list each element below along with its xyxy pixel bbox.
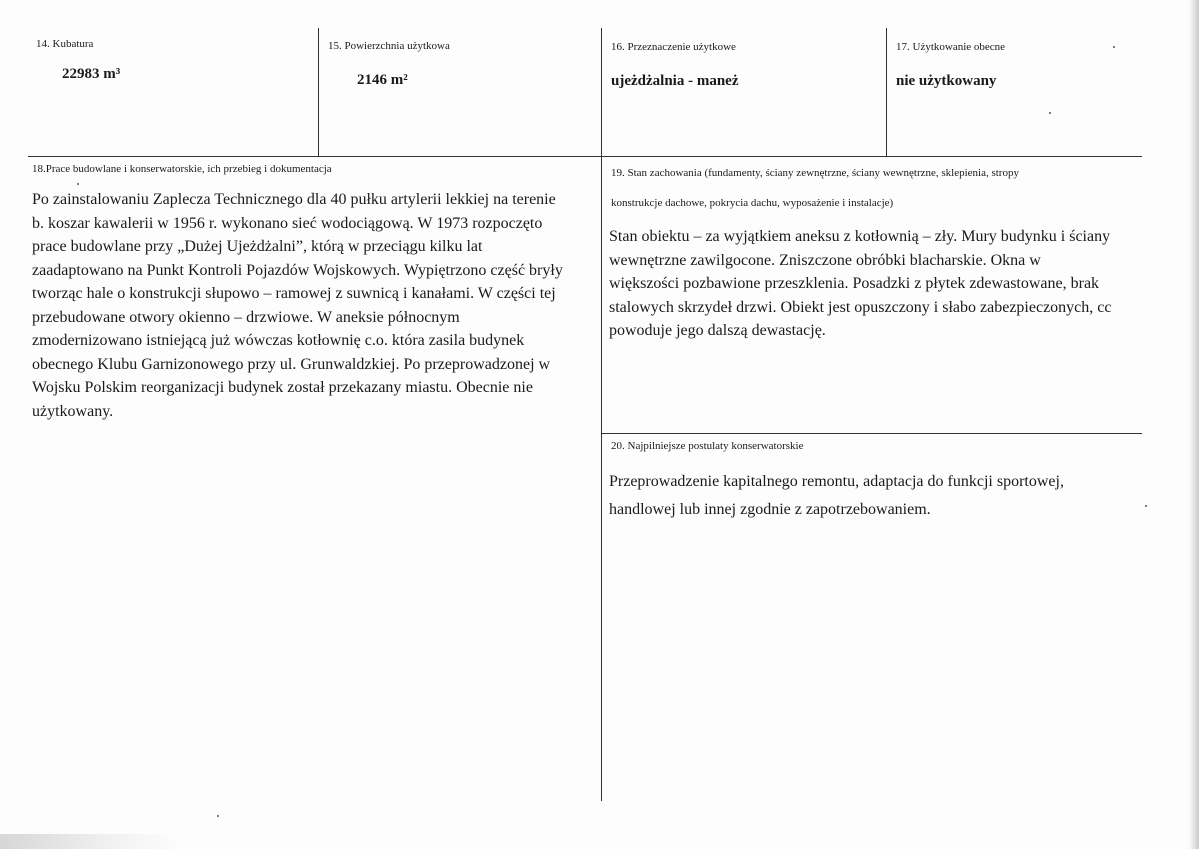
field-16-value: ujeżdżalnia - maneż [611,73,739,89]
scan-edge-shadow [1189,0,1199,849]
field-17-label: 17. Użytkowanie obecne [896,41,1006,53]
field-19-line: stalowych skrzydeł drzwi. Obiekt jest opuszczony i słabo zabezpieczonych, cc [609,298,1112,316]
field-18-line: przebudowane otwory okienno – drzwiowe. W aneksie północnym [32,308,460,326]
field-18-line: Wojsku Polskim reorganizacji budynek został przekazany miastu. Obecnie nie [32,379,533,396]
field-19-line: powoduje jego dalszą dewastację. [609,322,826,339]
divider-h-top-row [28,156,1142,157]
scan-speck [1145,505,1147,507]
field-18-line: Po zainstalowaniu Zaplecza Technicznego dla 40 pułku artylerii lekkiej na terenie [32,191,556,208]
field-18-line: zmodernizowano istniejącą już wówczas kotłownię c.o. która zasila budynek [32,332,525,349]
field-19-label-line-2: konstrukcje dachowe, pokrycia dachu, wyposażenie i instalacje) [611,197,894,209]
field-19-line: wewnętrzne zawilgocone. Zniszczone obróbki blacharskie. Okna w [609,251,1041,269]
field-19-text [609,225,1141,343]
divider-v-15-16 [601,28,602,801]
scan-corner-noise [0,834,180,849]
divider-v-14-15 [318,28,319,156]
field-20-label: 20. Najpilniejsze postulaty konserwatorskie [611,440,804,452]
field-18-line: prace budowlane przy „Dużej Ujeżdżalni”, którą w przeciągu kilku lat [32,238,483,255]
field-15-label: 15. Powierzchnia użytkowa [328,40,450,52]
field-19-line: większości pozbawione przeszklenia. Posadzki z płytek zdewastowane, brak [609,275,1100,292]
field-20-text [609,468,1064,524]
field-18-line: zaadaptowano na Punkt Kontroli Pojazdów Wojskowych. Wypiętrzono część bryły [32,261,563,279]
field-15-value: 2146 m² [357,72,408,88]
field-18-text [32,188,563,423]
divider-h-19-20 [601,433,1142,434]
field-18-line: b. koszar kawalerii w 1956 r. wykonano sieć wodociągową. W 1973 rozpoczęto [32,214,543,232]
field-20-line: handlowej lub innej zgodnie z zapotrzebowaniem. [609,501,931,518]
field-18-line: obecnego Klubu Garnizonowego przy ul. Grunwaldzkiej. Po przeprowadzonej w [32,355,551,373]
field-19-label-line-1: 19. Stan zachowania (fundamenty, ściany zewnętrzne, ściany wewnętrzne, sklepienia, stropy [611,167,1019,179]
divider-v-16-17 [886,28,887,156]
field-18-line: użytkowany. [32,402,114,420]
scan-speck [1049,112,1051,114]
field-14-label: 14. Kubatura [36,38,94,50]
scan-speck [217,815,219,817]
field-19-line: Stan obiektu – za wyjątkiem aneksu z kotłownią – zły. Mury budynku i ściany [609,228,1111,245]
field-18-label: 18.Prace budowlane i konserwatorskie, ich przebieg i dokumentacja [32,163,332,175]
scan-speck [77,183,79,185]
field-17-value: nie użytkowany [896,73,997,89]
field-16-label: 16. Przeznaczenie użytkowe [611,41,736,53]
scan-speck [1113,46,1115,48]
field-20-line: Przeprowadzenie kapitalnego remontu, adaptacja do funkcji sportowej, [609,473,1064,490]
field-14-value: 22983 m³ [62,66,121,82]
field-18-line: tworząc hale o konstrukcji słupowo – ramowej z suwnicą i kanałami. W części tej [32,285,556,302]
